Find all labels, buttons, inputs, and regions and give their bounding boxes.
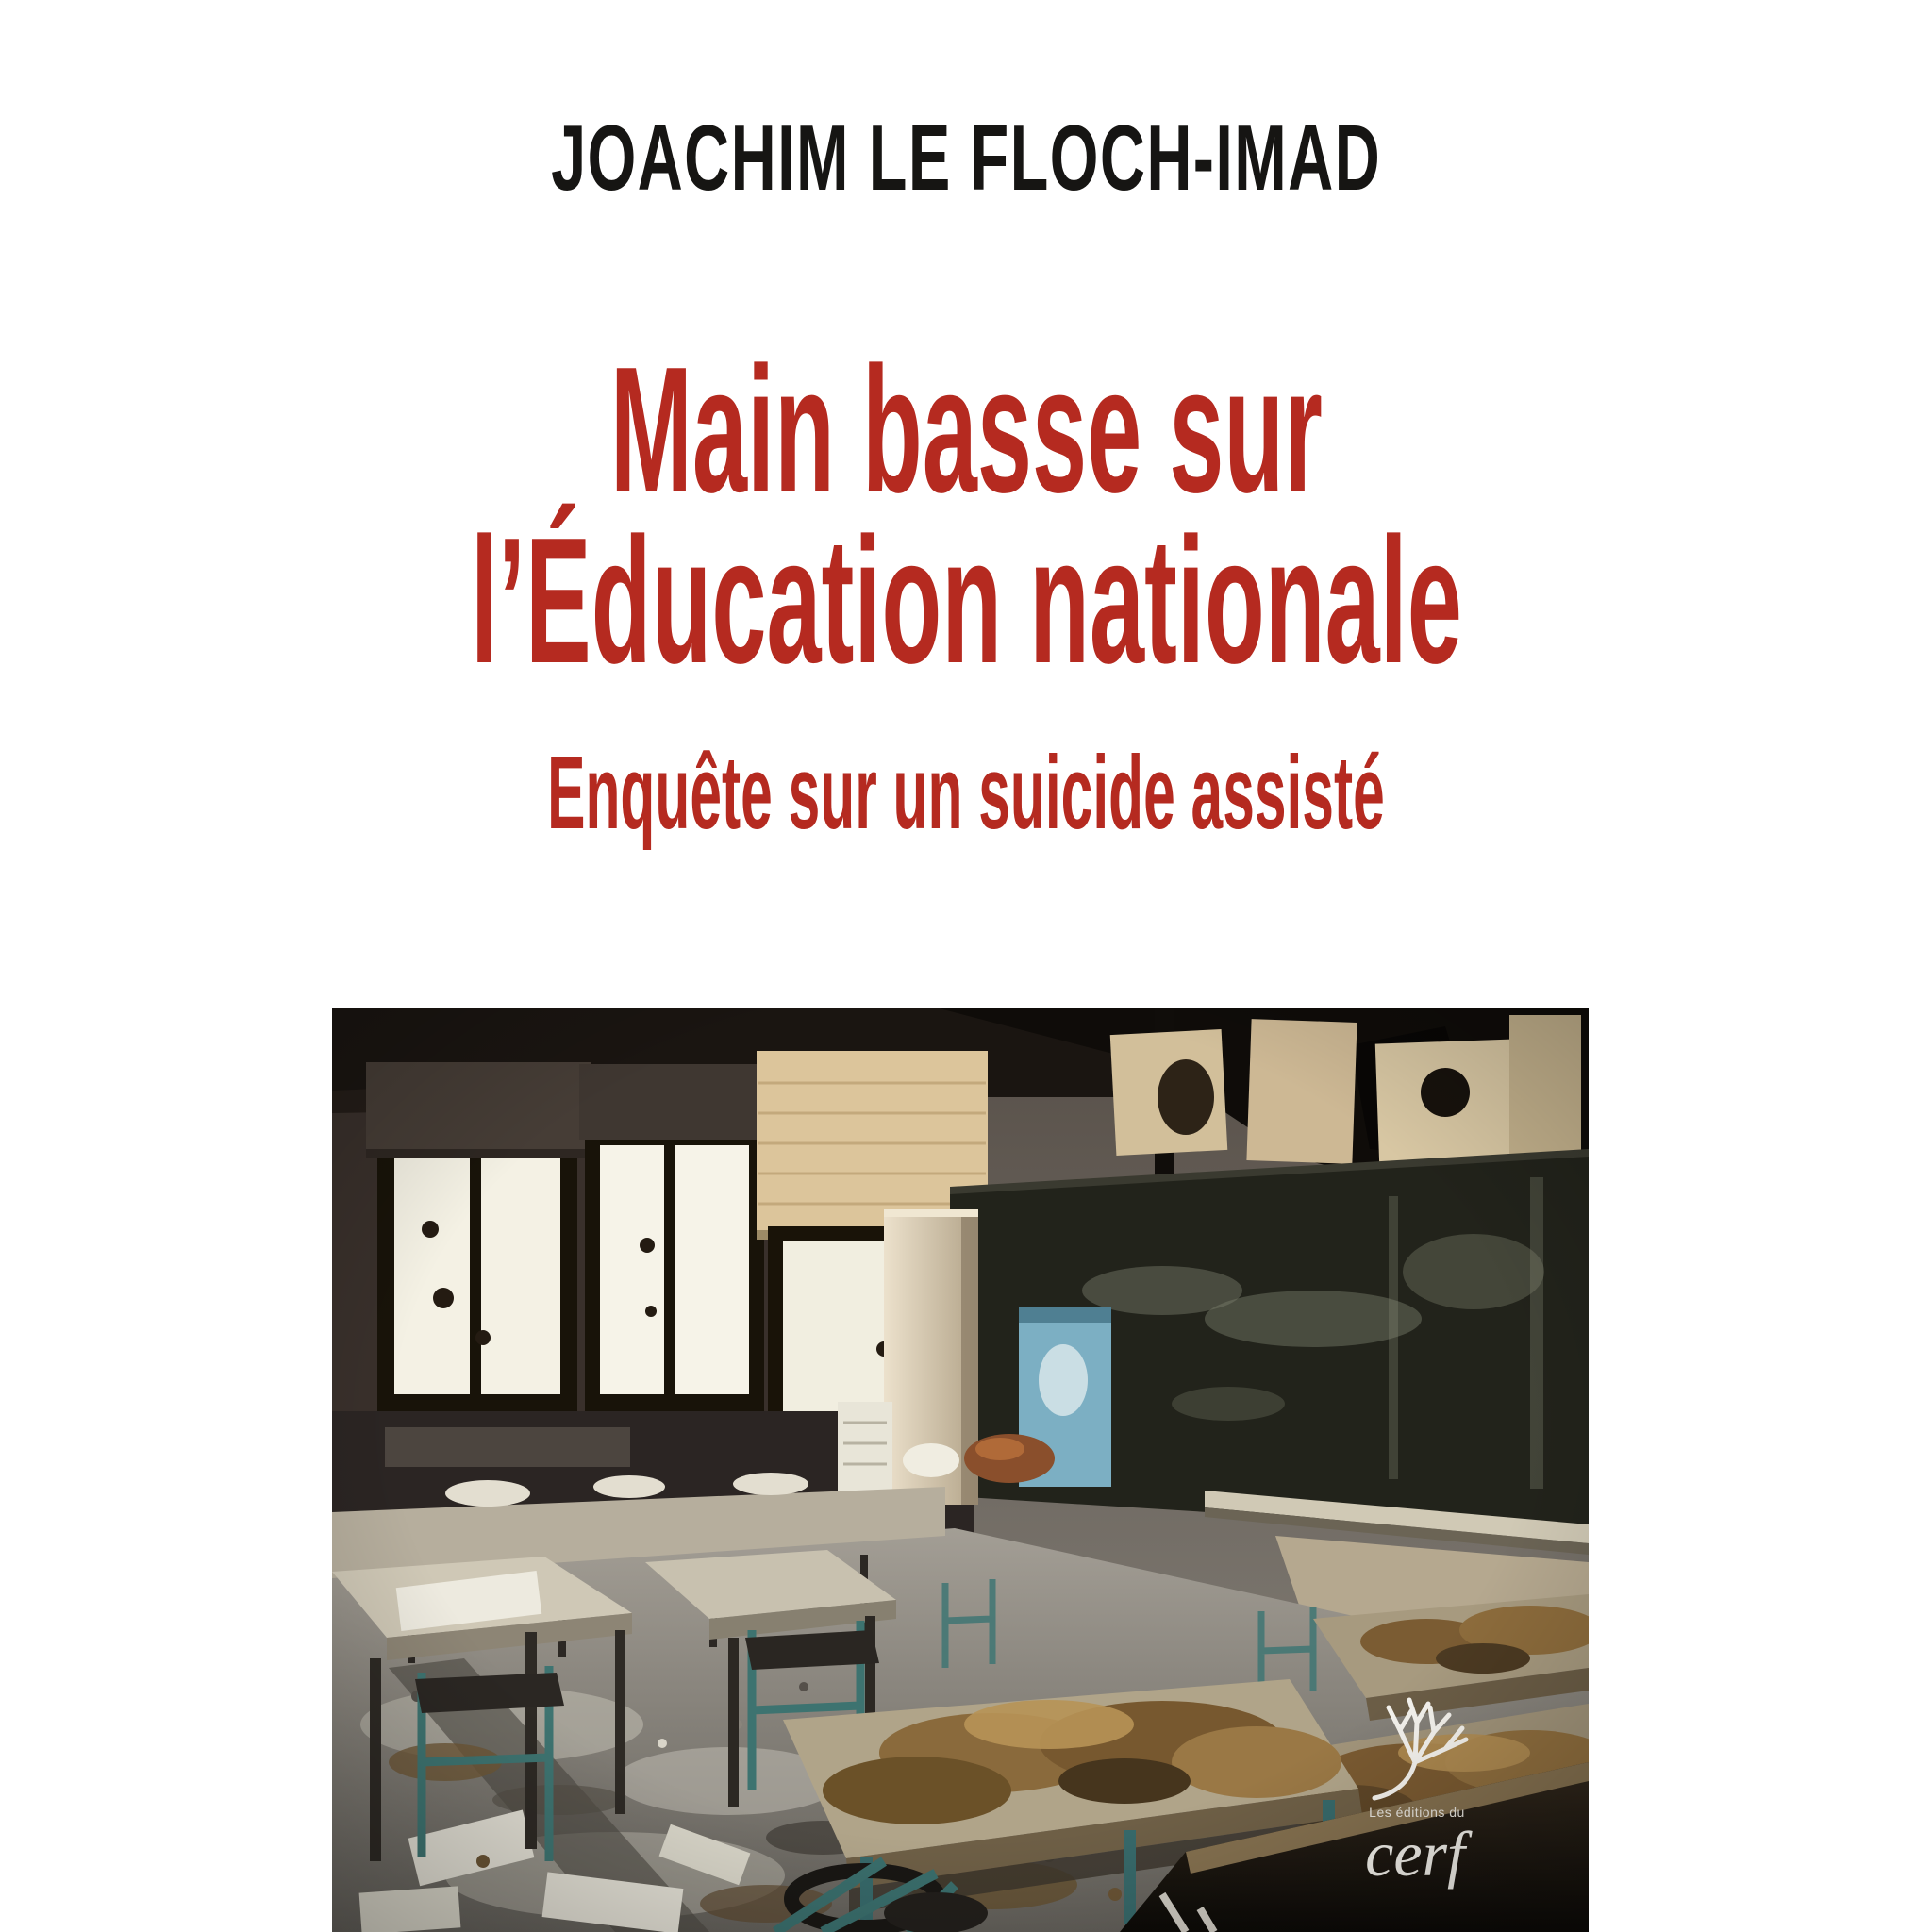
- burnt-classroom-illustration: [332, 1008, 1589, 1932]
- book-subtitle: [0, 735, 1932, 851]
- author-name: [0, 106, 1932, 209]
- photo-vignette: [332, 1008, 1589, 1932]
- book-subtitle-text: Enquête sur un suicide assisté: [547, 735, 1385, 851]
- title-line-1: Main basse sur: [609, 330, 1323, 530]
- cover-photo: [332, 1008, 1589, 1932]
- book-title: [0, 330, 1932, 701]
- title-line-2: l’Éducation nationale: [470, 500, 1462, 701]
- author-name-text: JOACHIM LE FLOCH-IMAD: [550, 106, 1381, 209]
